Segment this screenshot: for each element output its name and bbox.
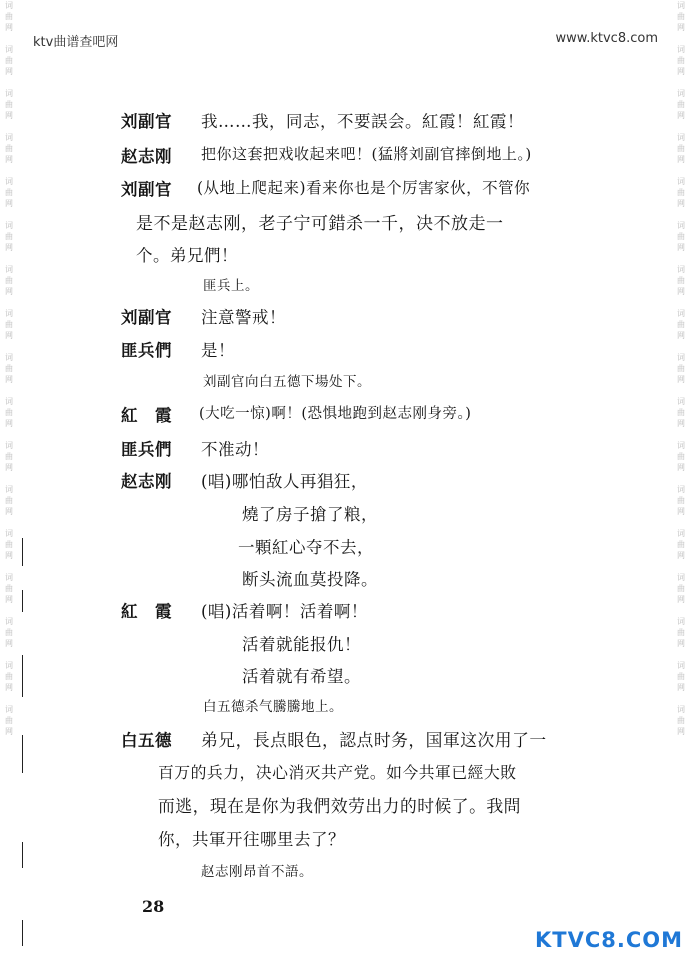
dialogue-text: 弟兄，長点眼色，認点时务，国軍这次用了一 bbox=[201, 730, 547, 750]
site-url-header: www.ktvc8.com bbox=[555, 31, 658, 46]
speaker-name: 匪兵們 bbox=[121, 440, 172, 459]
dialogue-text: 我……我，同志，不要誤会。紅霞！紅霞！ bbox=[201, 112, 524, 131]
speaker-name: 紅 霞 bbox=[121, 406, 172, 425]
speaker-name: 赵志刚 bbox=[121, 472, 172, 491]
dialogue-text: 你，共軍开往哪里去了？ bbox=[158, 830, 345, 849]
verse-text: 活着就有希望。 bbox=[242, 667, 361, 686]
margin-rule bbox=[22, 735, 23, 773]
site-name-header: ktv曲谱查吧网 bbox=[33, 35, 119, 50]
speaker-name: 刘副官 bbox=[121, 180, 172, 199]
dialogue-text: 而逃，現在是你为我們效劳出力的时候了。我問 bbox=[158, 796, 521, 816]
dialogue-text: (唱)活着啊！活着啊！ bbox=[201, 602, 368, 621]
dialogue-text: (唱)哪怕敌人再猖狂， bbox=[201, 472, 368, 491]
right-margin-watermark: 词 曲 网 词 曲 网 词 曲 网 词 曲 网 词 曲 网 词 曲 网 词 曲 网 词 曲 网 词 曲 网 词 曲 网 词 曲 网 词 曲 网 词 曲 网 词 曲 网 词 曲 网 词 曲 网 词 曲 网 bbox=[677, 1, 685, 736]
stage-direction-text: 赵志刚昂首不語。 bbox=[201, 864, 313, 880]
dialogue-text: (大吃一惊)啊！(恐惧地跑到赵志刚身旁。) bbox=[199, 406, 472, 422]
stage-direction-text: 白五德杀气騰騰地上。 bbox=[203, 699, 343, 715]
dialogue-text: 个。弟兄們！ bbox=[136, 246, 238, 265]
speaker-name: 刘副官 bbox=[121, 112, 172, 131]
speaker-name: 白五德 bbox=[121, 731, 172, 750]
margin-rule bbox=[22, 920, 23, 946]
stage-direction-text: 刘副官向白五德下場处下。 bbox=[203, 374, 371, 390]
stage-direction-text: 匪兵上。 bbox=[203, 278, 259, 294]
dialogue-text: 不准动！ bbox=[201, 440, 269, 459]
speaker-name: 紅 霞 bbox=[121, 602, 172, 621]
dialogue-text: 是不是赵志刚，老子宁可錯杀一千，决不放走一 bbox=[136, 214, 504, 234]
margin-rule bbox=[22, 538, 23, 566]
margin-rule bbox=[22, 590, 23, 612]
verse-text: 活着就能报仇！ bbox=[242, 635, 361, 654]
verse-text: 一顆紅心夺不去， bbox=[238, 538, 374, 557]
margin-rule bbox=[22, 842, 23, 868]
speaker-name: 赵志刚 bbox=[121, 147, 172, 166]
verse-text: 燒了房子搶了粮， bbox=[242, 505, 378, 524]
dialogue-text: 百万的兵力，决心消灭共产党。如今共軍已經大敗 bbox=[158, 763, 517, 782]
dialogue-text: 是！ bbox=[201, 341, 235, 360]
left-margin-watermark: 词 曲 网 词 曲 网 词 曲 网 词 曲 网 词 曲 网 词 曲 网 词 曲 网 词 曲 网 词 曲 网 词 曲 网 词 曲 网 词 曲 网 词 曲 网 词 曲 网 词 曲 网 词 曲 网 词 曲 网 bbox=[5, 1, 13, 736]
dialogue-text: (从地上爬起来)看来你也是个厉害家伙，不管你 bbox=[197, 179, 531, 197]
dialogue-text: 把你这套把戏收起来吧！(猛將刘副官摔倒地上。) bbox=[201, 145, 532, 163]
page-number: 28 bbox=[142, 897, 165, 916]
ktvc8-logo: KTVC8.COM bbox=[535, 928, 684, 952]
speaker-name: 刘副官 bbox=[121, 308, 172, 327]
margin-rule bbox=[22, 655, 23, 697]
speaker-name: 匪兵們 bbox=[121, 341, 172, 360]
dialogue-text: 注意警戒！ bbox=[201, 308, 286, 327]
verse-text: 断头流血莫投降。 bbox=[242, 570, 378, 589]
